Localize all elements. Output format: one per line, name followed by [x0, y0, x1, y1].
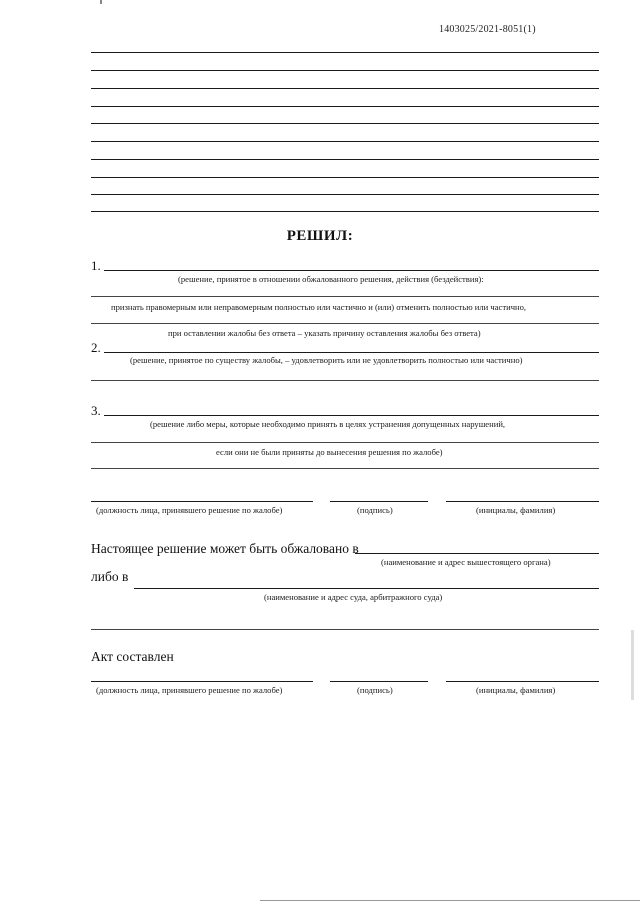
item-1-caption-2: признать правомерным или неправомерным полностью или частично и (или) отменить полностью или частично, — [111, 302, 527, 312]
scan-edge-shadow — [631, 630, 634, 700]
fill-line — [91, 323, 599, 324]
signature-line-2 — [330, 681, 428, 682]
blank-line — [91, 123, 599, 124]
blank-line — [91, 194, 599, 195]
item-number-2: 2. — [91, 340, 101, 355]
item-number-3: 3. — [91, 403, 101, 418]
scan-bottom-rule — [260, 900, 640, 901]
blank-line — [91, 177, 599, 178]
fill-line — [91, 296, 599, 297]
item-1-caption-3: при оставлении жалобы без ответа – указать причину оставления жалобы без ответа) — [168, 328, 481, 338]
document-number: 1403025/2021-8051(1) — [439, 24, 536, 35]
fill-line — [91, 629, 599, 630]
appeal-text: Настоящее решение может быть обжаловано в — [91, 541, 359, 556]
blank-line — [91, 70, 599, 71]
court-caption: (наименование и адрес суда, арбитражного суда) — [264, 592, 443, 602]
item-3-caption-2: если они не были приняты до вынесения решения по жалобе) — [216, 447, 443, 457]
initials-caption: (инициалы, фамилия) — [476, 505, 556, 515]
blank-line — [91, 88, 599, 89]
fill-line — [91, 468, 599, 469]
position-line-2 — [91, 681, 313, 682]
signature-line — [330, 501, 428, 502]
fill-line-3 — [104, 415, 599, 416]
signature-caption-2: (подпись) — [357, 685, 393, 695]
blank-line — [91, 52, 599, 53]
act-label: Акт составлен — [91, 649, 174, 664]
scan-mark — [100, 0, 102, 4]
decision-heading: РЕШИЛ: — [286, 228, 354, 244]
initials-caption-2: (инициалы, фамилия) — [476, 685, 556, 695]
court-line — [134, 588, 599, 589]
item-3-caption-1: (решение либо меры, которые необходимо принять в целях устранения допущенных нарушений, — [150, 419, 506, 429]
position-caption: (должность лица, принявшего решение по жалобе) — [96, 505, 283, 515]
fill-line-1 — [104, 270, 599, 271]
position-line — [91, 501, 313, 502]
item-2-caption-1: (решение, принятое по существу жалобы, – удовлетворить или не удовлетворить полностью или частично) — [130, 355, 523, 365]
initials-line-2 — [446, 681, 599, 682]
or-in-label: либо в — [91, 569, 129, 584]
position-caption-2: (должность лица, принявшего решение по жалобе) — [96, 685, 283, 695]
authority-line — [355, 553, 599, 554]
blank-line — [91, 211, 599, 212]
blank-line — [91, 159, 599, 160]
blank-line — [91, 141, 599, 142]
signature-caption: (подпись) — [357, 505, 393, 515]
fill-line — [91, 442, 599, 443]
fill-line — [91, 380, 599, 381]
fill-line-2 — [104, 352, 599, 353]
initials-line — [446, 501, 599, 502]
item-number-1: 1. — [91, 258, 101, 273]
authority-caption: (наименование и адрес вышестоящего органа) — [381, 557, 551, 567]
blank-line — [91, 106, 599, 107]
item-1-caption-1: (решение, принятое в отношении обжалованного решения, действия (бездействия): — [178, 274, 484, 284]
